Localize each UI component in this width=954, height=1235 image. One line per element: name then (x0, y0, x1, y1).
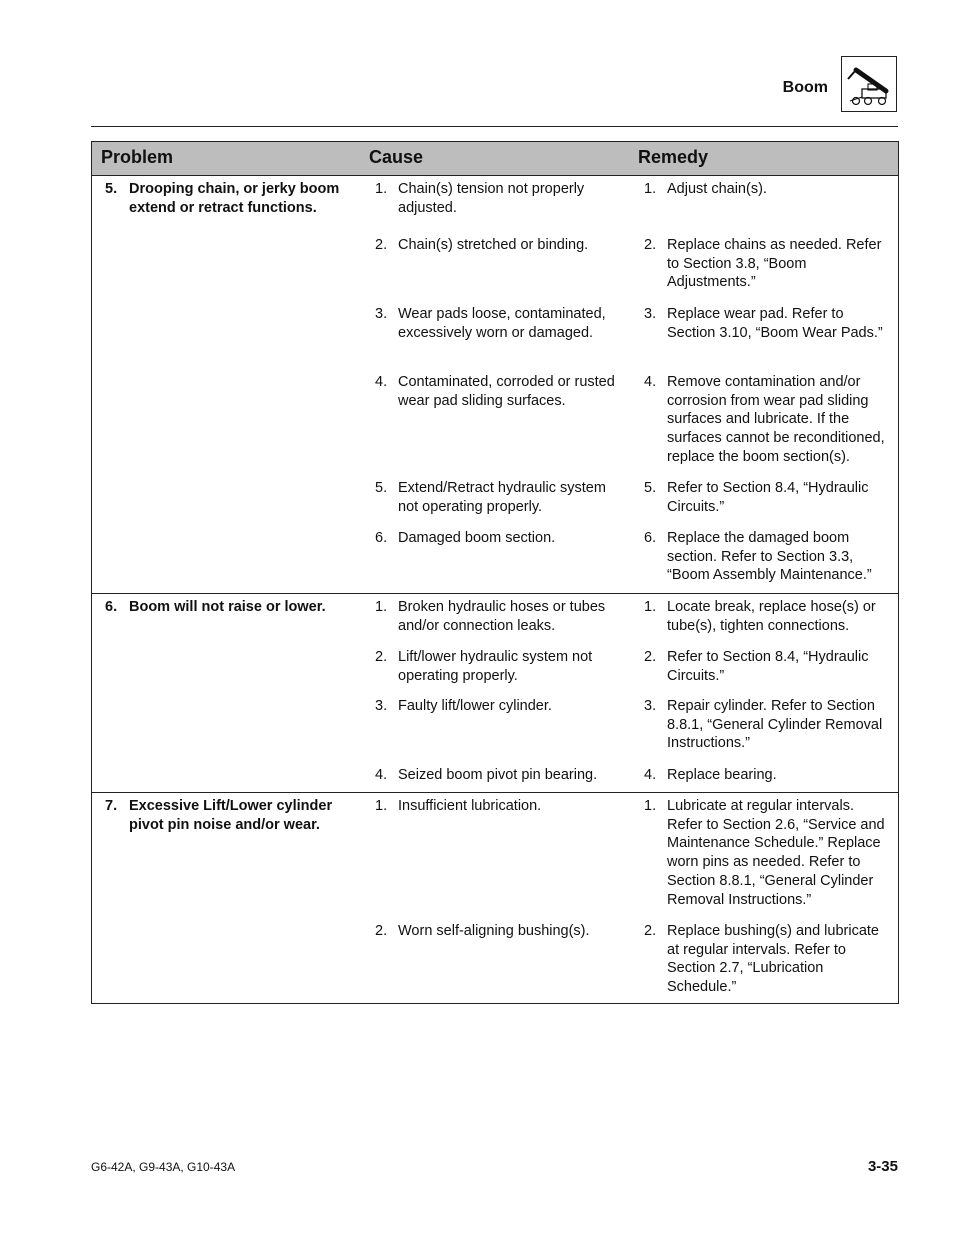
item-text: Contaminated, corroded or rusted wear pad sliding surfaces. (398, 374, 615, 409)
item-number: 1. (375, 181, 388, 197)
item-text: Worn self-aligning bushing(s). (398, 923, 590, 939)
problem-text: Drooping chain, or jerky boom extend or retract functions. (129, 181, 340, 216)
item-number: 4. (375, 374, 388, 390)
item-number: 4. (375, 767, 388, 783)
section-title: Boom (782, 79, 828, 96)
item-number: 1. (644, 599, 657, 615)
item-text: Adjust chain(s). (667, 181, 767, 197)
problem-text: Boom will not raise or lower. (129, 599, 326, 615)
item-number: 4. (644, 374, 657, 390)
item-number: 2. (375, 649, 388, 665)
item-number: 1. (644, 181, 657, 197)
remedy-item (644, 766, 892, 785)
item-number: 1. (375, 599, 388, 615)
cause-item (375, 236, 625, 255)
item-number: 2. (375, 237, 388, 253)
cause-item (375, 529, 625, 548)
item-text: Repair cylinder. Refer to Section 8.8.1, “General Cylinder Removal Instructions.” (667, 698, 883, 752)
troubleshooting-table (91, 141, 899, 1004)
item-number: 2. (644, 649, 657, 665)
item-number: 6. (375, 530, 388, 546)
cause-item (375, 180, 625, 217)
cause-item (375, 373, 625, 410)
item-text: Lift/lower hydraulic system not operating properly. (398, 649, 593, 684)
item-text: Replace chains as needed. Refer to Section 3.8, “Boom Adjustments.” (667, 237, 882, 291)
remedy-item (644, 479, 892, 516)
item-text: Refer to Section 8.4, “Hydraulic Circuits.” (667, 649, 869, 684)
item-text: Replace bearing. (667, 767, 777, 783)
item-number: 4. (644, 767, 657, 783)
problem-number: 7. (105, 798, 118, 814)
remedy-item (644, 305, 892, 342)
cause-item (375, 797, 625, 816)
item-number: 5. (644, 480, 657, 496)
cause-item (375, 305, 625, 342)
cause-item (375, 648, 625, 685)
item-text: Damaged boom section. (398, 530, 556, 546)
header-remedy: Remedy (638, 147, 709, 167)
item-number: 5. (375, 480, 388, 496)
item-number: 2. (644, 237, 657, 253)
item-text: Insufficient lubrication. (398, 798, 542, 814)
item-text: Refer to Section 8.4, “Hydraulic Circuits.” (667, 480, 869, 515)
item-text: Broken hydraulic hoses or tubes and/or connection leaks. (398, 599, 606, 634)
cause-item (375, 766, 625, 785)
item-number: 6. (644, 530, 657, 546)
item-text: Chain(s) stretched or binding. (398, 237, 589, 253)
footer-models: G6-42A, G9-43A, G10-43A (91, 1160, 236, 1174)
problem-7 (105, 797, 350, 834)
item-number: 2. (644, 923, 657, 939)
header-problem: Problem (101, 147, 174, 167)
problem-text: Excessive Lift/Lower cylinder pivot pin noise and/or wear. (129, 798, 333, 833)
remedy-item (644, 697, 892, 753)
row-divider (92, 792, 898, 793)
item-text: Replace the damaged boom section. Refer to Section 3.3, “Boom Assembly Maintenance.” (667, 530, 872, 584)
header-cause: Cause (369, 147, 424, 167)
problem-5 (105, 180, 350, 217)
remedy-item (644, 236, 892, 292)
item-text: Faulty lift/lower cylinder. (398, 698, 552, 714)
row-divider (92, 593, 898, 594)
problem-6 (105, 598, 350, 617)
item-text: Chain(s) tension not properly adjusted. (398, 181, 585, 216)
remedy-item (644, 648, 892, 685)
item-text: Seized boom pivot pin bearing. (398, 767, 598, 783)
remedy-item (644, 922, 892, 997)
item-text: Replace wear pad. Refer to Section 3.10, “Boom Wear Pads.” (667, 306, 883, 341)
table-header (92, 142, 898, 176)
item-text: Remove contamination and/or corrosion from wear pad sliding surfaces and lubricate. If the surfaces cannot be reconditioned, replace the boom section(s). (667, 374, 885, 465)
item-number: 3. (375, 306, 388, 322)
item-text: Wear pads loose, contaminated, excessively worn or damaged. (398, 306, 606, 341)
item-text: Extend/Retract hydraulic system not operating properly. (398, 480, 606, 515)
cause-item (375, 479, 625, 516)
item-text: Locate break, replace hose(s) or tube(s), tighten connections. (667, 599, 876, 634)
boom-machine-icon (841, 56, 897, 112)
item-number: 3. (644, 306, 657, 322)
item-number: 1. (375, 798, 388, 814)
remedy-item (644, 180, 892, 199)
remedy-item (644, 529, 892, 585)
item-text: Replace bushing(s) and lubricate at regular intervals. Refer to Section 2.7, “Lubrication Schedule.” (667, 923, 879, 996)
item-number: 1. (644, 798, 657, 814)
remedy-item (644, 797, 892, 909)
problem-number: 6. (105, 599, 118, 615)
remedy-item (644, 373, 892, 467)
item-number: 3. (644, 698, 657, 714)
cause-item (375, 922, 625, 941)
item-number: 2. (375, 923, 388, 939)
problem-number: 5. (105, 181, 118, 197)
remedy-item (644, 598, 892, 635)
header-rule (91, 126, 898, 127)
cause-item (375, 697, 625, 716)
cause-item (375, 598, 625, 635)
item-text: Lubricate at regular intervals. Refer to Section 2.6, “Service and Maintenance Schedule.” Replace worn pins as needed. Refer to Section 8.8.1, “General Cylinder Removal Instructions.” (667, 798, 885, 908)
page-number: 3-35 (867, 1158, 898, 1175)
item-number: 3. (375, 698, 388, 714)
